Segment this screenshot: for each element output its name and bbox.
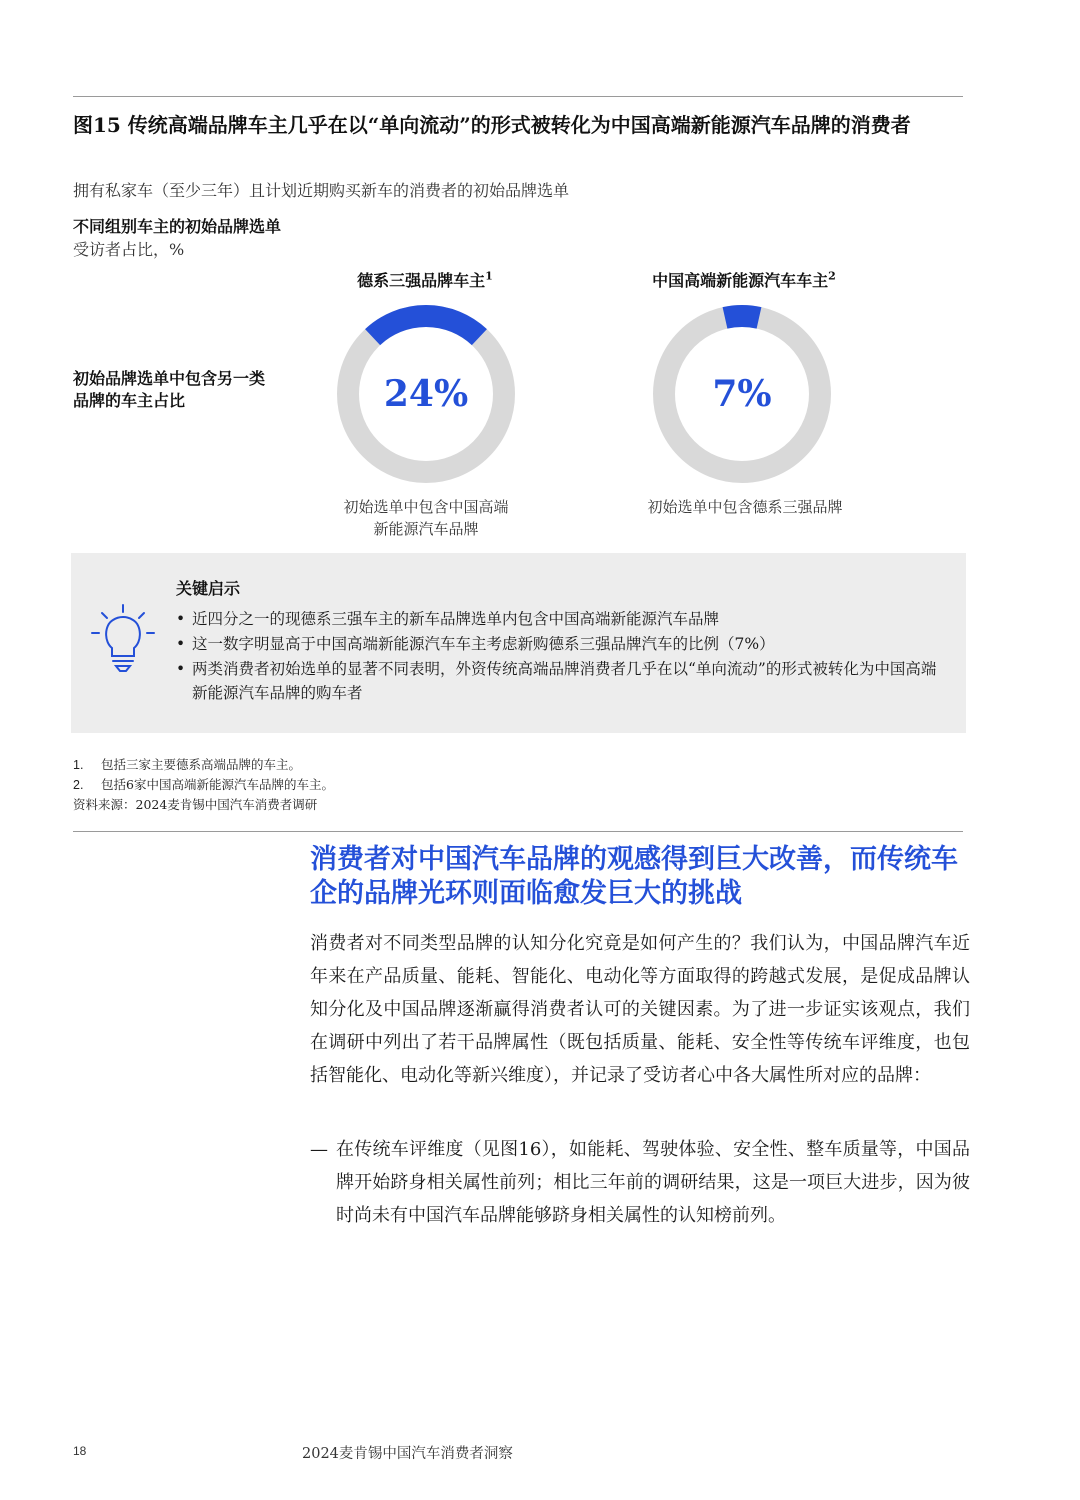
page-number: 18 — [73, 1444, 87, 1458]
footnote-2 — [73, 775, 334, 795]
figure-title: 图15 传统高端品牌车主几乎在以“单向流动”的形式被转化为中国高端新能源汽车品牌的消费者 — [73, 113, 911, 137]
footnotes — [73, 755, 334, 814]
donut-1-footnote-mark: 1 — [485, 269, 493, 283]
footnote-2-text: 包括6家中国高端新能源汽车品牌的车主。 — [101, 777, 334, 792]
donut-chart-2 — [647, 299, 837, 489]
donut-1-caption — [276, 496, 576, 540]
donut-2-caption-line1: 初始选单中包含德系三强品牌 — [647, 498, 843, 516]
donut-1-caption-line1: 初始选单中包含中国高端 — [343, 498, 509, 516]
donut-1-caption-line2: 新能源汽车品牌 — [373, 520, 479, 538]
section-rule — [73, 831, 963, 832]
donut-2-title-text: 中国高端新能源汽车车主 — [652, 271, 829, 290]
donut-2-value-label: 7% — [712, 373, 772, 415]
article-dash-item — [310, 1133, 970, 1232]
group-unit: 受访者占比，% — [73, 240, 185, 259]
footnote-1 — [73, 755, 334, 775]
top-rule — [73, 96, 963, 97]
donut-2-value-arc — [725, 316, 759, 318]
donut-1-title-text: 德系三强品牌车主 — [357, 271, 486, 290]
insight-item: • 近四分之一的现德系三强车主的新车品牌选单内包含中国高端新能源汽车品牌 — [176, 607, 946, 631]
key-insights-list — [176, 607, 946, 706]
dash-marker: — — [310, 1139, 328, 1160]
insight-item: • 两类消费者初始选单的显著不同表明，外资传统高端品牌消费者几乎在以“单向流动”的形式被转化为中国高端新能源汽车品牌的购车者 — [176, 657, 946, 705]
donut-1-title — [275, 268, 575, 291]
group-title: 不同组别车主的初始品牌选单 — [73, 217, 282, 236]
source-note: 资料来源：2024麦肯锡中国汽车消费者调研 — [73, 797, 318, 812]
article-headline: 消费者对中国汽车品牌的观感得到巨大改善，而传统车企的品牌光环则面临愈发巨大的挑战 — [310, 844, 958, 909]
insight-item: • 这一数字明显高于中国高端新能源汽车车主考虑新购德系三强品牌汽车的比例（7%） — [176, 632, 946, 656]
dash-item-text: 在传统车评维度（见图16），如能耗、驾驶体验、安全性、整车质量等，中国品牌开始跻身相关属性前列；相比三年前的调研结果，这是一项巨大进步，因为彼时尚未有中国汽车品牌能够跻身相关属性的认知榜前列。 — [336, 1139, 970, 1226]
figure-subtitle: 拥有私家车（至少三年）且计划近期购买新车的消费者的初始品牌选单 — [73, 181, 570, 200]
footnote-1-number: 1. — [73, 758, 84, 772]
footnote-1-text: 包括三家主要德系高端品牌的车主。 — [101, 757, 302, 772]
lightbulb-icon — [88, 603, 158, 675]
article-paragraph: 消费者对不同类型品牌的认知分化究竟是如何产生的？我们认为，中国品牌汽车近年来在产品质量、能耗、智能化、电动化等方面取得的跨越式发展，是促成品牌认知分化及中国品牌逐渐赢得消费者认可的关键因素。为了进一步证实该观点，我们在调研中列出了若干品牌属性（既包括质量、能耗、安全性等传统车评维度，也包括智能化、电动化等新兴维度），并记录了受访者心中各大属性所对应的品牌： — [310, 933, 970, 1086]
key-insights-title: 关键启示 — [176, 579, 241, 598]
footer-title: 2024麦肯锡中国汽车消费者洞察 — [302, 1446, 513, 1462]
donut-1-value-arc — [373, 316, 480, 337]
donut-2-footnote-mark: 2 — [828, 269, 836, 283]
donut-1-value-label: 24% — [383, 373, 469, 415]
footnote-2-number: 2. — [73, 778, 84, 792]
row-label: 初始品牌选单中包含另一类品牌的车主占比 — [73, 369, 266, 410]
donut-chart-1 — [331, 299, 521, 489]
donut-2-caption — [595, 496, 895, 518]
donut-2-title — [594, 268, 894, 291]
